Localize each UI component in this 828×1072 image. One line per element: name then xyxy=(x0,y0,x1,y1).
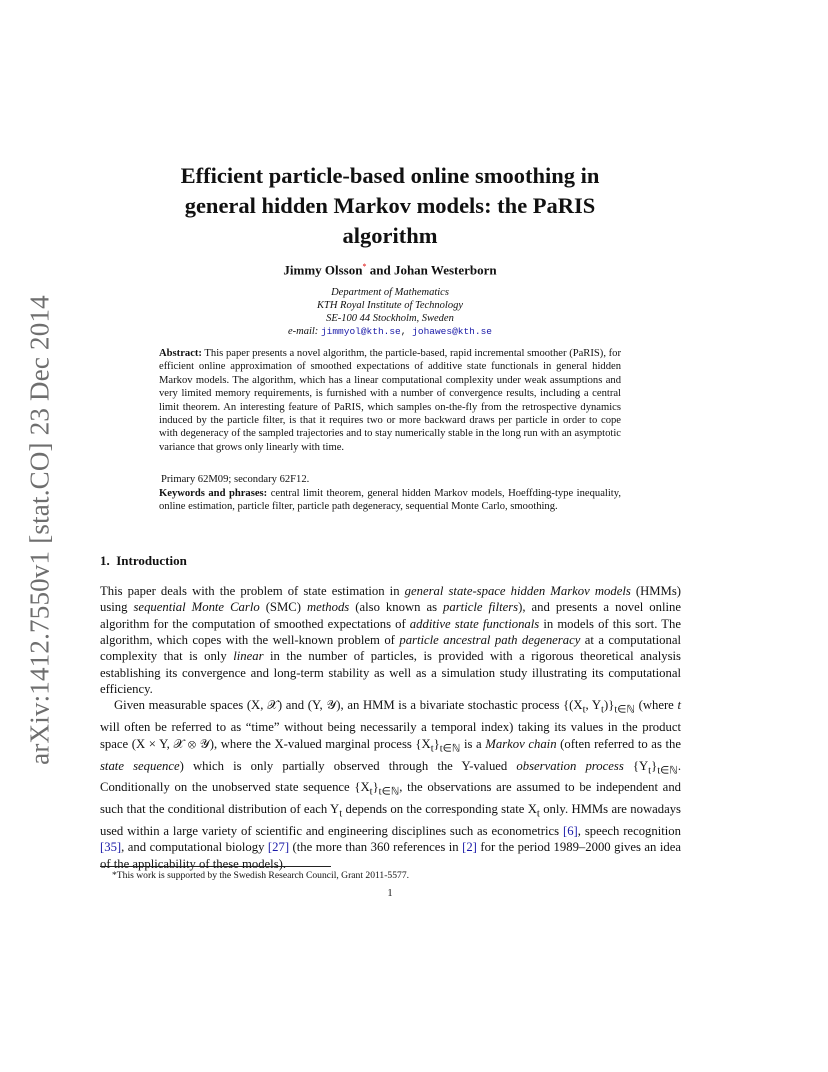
body-text xyxy=(100,583,681,872)
authors xyxy=(100,262,680,278)
footnote: *This work is supported by the Swedish Research Council, Grant 2011-5577. xyxy=(112,870,410,881)
department: Department of Mathematics xyxy=(331,287,449,298)
page-number: 1 xyxy=(387,888,393,899)
msc-classification: Primary 62M09; secondary 62F12. xyxy=(161,474,310,485)
citation-link[interactable]: [2] xyxy=(462,840,477,855)
section-heading xyxy=(100,553,187,569)
abstract-text: This paper presents a novel algorithm, the particle-based, rapid incremental smoother (PaRIS), for efficient online approximation of smoothed expectations of additive state functionals in general hidden Markov models. The algorithm, which has a linear computational complexity under weak assumptions and very limited memory requirements, is furnished with a number of convergence results, including a central limit theorem. An interesting feature of PaRIS, which samples on-the-fly from the retrospective dynamics induced by the particle filter, is that it requires two or more backward draws per particle in order to cope with degeneracy of the sampled trajectories and to stay numerically stable in the long run with an asymptotic variance that grows only linearly with time. xyxy=(159,348,621,453)
email-link[interactable]: jimmyol@kth.se xyxy=(320,326,401,337)
footnote-mark[interactable]: * xyxy=(362,262,367,271)
section-title: Introduction xyxy=(116,553,187,568)
arxiv-stamp: arXiv:1412.7550v1 [stat.CO] 23 Dec 2014 xyxy=(24,295,55,765)
keywords-text: central limit theorem, general hidden Markov models, Hoeffding-type inequality, online estimation, particle filter, particle path degeneracy, sequential Monte Carlo, smoothing. xyxy=(159,488,621,513)
citation-link[interactable]: [35] xyxy=(100,840,122,855)
footnote-rule xyxy=(100,866,331,867)
citation-link[interactable]: [27] xyxy=(267,840,290,855)
paper-title xyxy=(100,161,680,251)
paragraph: Given measurable spaces (X, 𝒳) and (Y, 𝒴), an HMM is a bivariate stochastic process {($X_t$, $Y_t)\}_{t\in ℕ}$ (where t will often be referred to as “time” without being necessarily a temporal index) taking its values in the product space (X × Y, 𝒳 ⊗ 𝒴), where the X-valued marginal process $\{X_t\}_{t\in ℕ}$ is a Markov chain (often referred to as the state sequence) which is only partially observed through the Y-valued observation process $\{Y_t\}_{t\in ℕ}$. Conditionally on the unobserved state sequence $\{X_t\}_{t\in ℕ}$, the observations are assumed to be independent and such that the conditional distribution of each $Y_t$ depends on the corresponding state $X_t$ only. HMMs are nowadays used within a large variety of scientific and engineering disciplines such as econometrics [6], speech recognition [35], and computational biology [27] (the more than 360 references in [2] for the period 1989–2000 gives an idea of the applicability of these models). xyxy=(100,698,682,871)
section-number: 1. xyxy=(100,553,110,568)
keywords xyxy=(159,487,621,514)
institute: KTH Royal Institute of Technology xyxy=(316,300,464,311)
address: SE-100 44 Stockholm, Sweden xyxy=(326,313,454,324)
affiliation xyxy=(100,286,680,338)
title-line: general hidden Markov models: the PaRIS xyxy=(184,193,596,218)
abstract xyxy=(159,347,621,454)
email-line xyxy=(100,325,680,338)
title-line: algorithm xyxy=(342,223,438,248)
title-line: Efficient particle-based online smoothing in xyxy=(180,163,600,188)
author-name: Johan Westerborn xyxy=(393,262,497,278)
abstract-label: Abstract: xyxy=(159,348,202,359)
email-label: e-mail: xyxy=(287,326,321,337)
keywords-label: Keywords and phrases: xyxy=(159,488,268,499)
email-link[interactable]: johawes@kth.se xyxy=(412,326,492,337)
email-separator: , xyxy=(400,326,413,337)
author-connector: and xyxy=(366,262,394,278)
citation-link[interactable]: [6] xyxy=(562,824,578,839)
paragraph: This paper deals with the problem of state estimation in general state-space hidden Markov models (HMMs) using sequential Monte Carlo (SMC) methods (also known as particle filters), and presents a novel online algorithm for the computation of smoothed expectations of additive state functionals in models of this sort. The algorithm, which copes with the well-known problem of particle ancestral path degeneracy at a computational complexity that is only linear in the number of particles, is provided with a rigorous theoretical analysis establishing its convergence and long-term stability as well as a simulation study illustrating its computational efficiency. xyxy=(100,584,682,697)
author-name: Jimmy Olsson xyxy=(283,262,363,278)
